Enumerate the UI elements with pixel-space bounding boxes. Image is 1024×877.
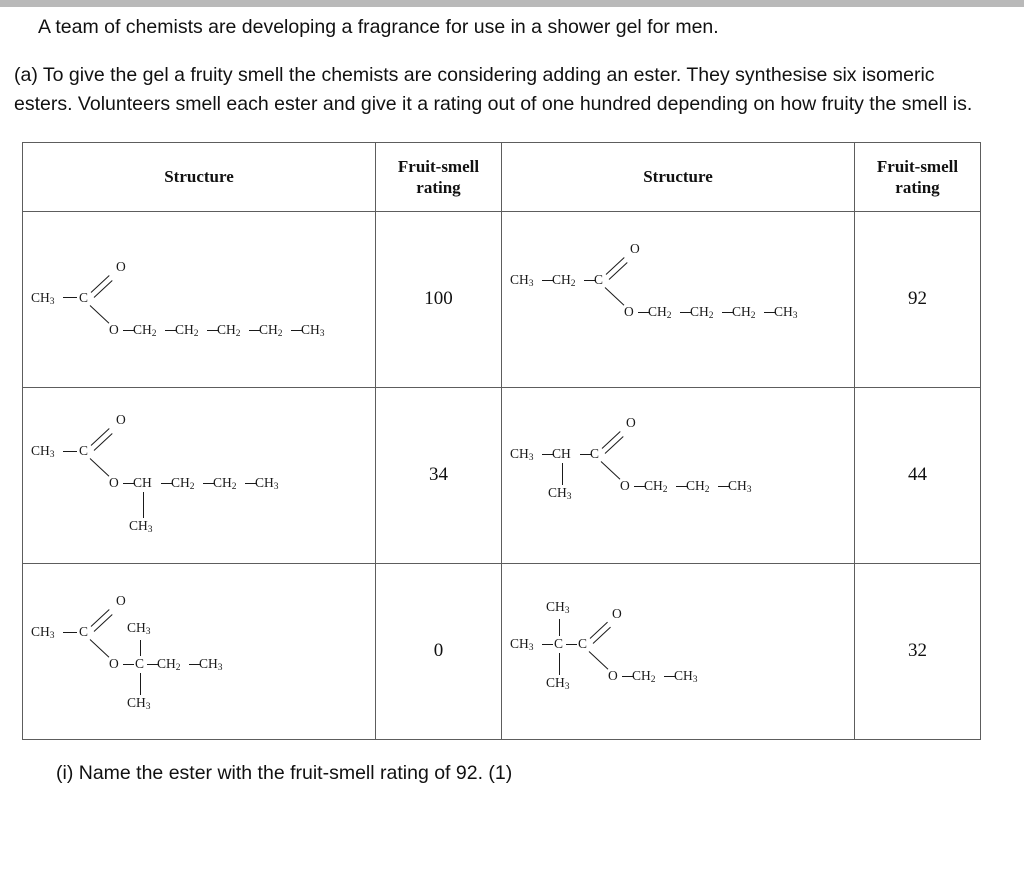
atom-label-o-carbonyl: O	[626, 414, 636, 430]
question-i: (i) Name the ester with the fruit-smell rating of 92. (1)	[56, 761, 513, 784]
atom-label-ch2: $CH_2$	[171, 474, 195, 492]
header-structure-right: Structure	[502, 142, 855, 211]
atom-label-ch3: $CH_3$	[31, 623, 55, 641]
table-row	[23, 563, 981, 739]
structure-drawing	[23, 388, 375, 563]
atom-label-ch3: $CH_3$	[674, 667, 698, 685]
atom-label-ch2: $CH_2$	[157, 655, 181, 673]
atom-label-c: C	[79, 442, 89, 458]
atom-label-ch3: $CH_3$	[31, 289, 55, 307]
structure-drawing	[23, 212, 375, 387]
bond	[559, 619, 560, 636]
bond	[63, 297, 77, 298]
atom-label-ch3: $CH_3$	[199, 655, 223, 673]
atom-label-c: C	[554, 635, 564, 651]
atom-label-ch3-branch-top: $CH_3$	[127, 619, 151, 637]
atom-label-c: C	[578, 635, 588, 651]
atom-label-o-carbonyl: O	[612, 605, 622, 621]
bond	[559, 653, 560, 675]
table-header-row	[23, 142, 981, 211]
structure-cell-propyl-2-methylpropanoate	[502, 387, 855, 563]
atom-label-ch2: $CH_2$	[632, 667, 656, 685]
structure-drawing	[502, 564, 854, 739]
rating-value: 32	[855, 563, 981, 739]
bond	[90, 458, 110, 476]
atom-label-o-carbonyl: O	[116, 411, 126, 427]
part-a-paragraph: (a) To give the gel a fruity smell the chemists are considering adding an ester. They synthesise six isomeric esters. Volunteers smell each ester and give it a rating out of one hundred depending on how fruity the smell is.	[14, 64, 973, 115]
atom-label-o-carbonyl: O	[116, 592, 126, 608]
atom-label-o-ester: O	[620, 477, 630, 493]
double-bond-line-2	[94, 433, 113, 451]
bond	[140, 640, 141, 656]
bond	[123, 664, 134, 665]
atom-label-o-carbonyl: O	[630, 240, 640, 256]
header-rating-left: Fruit-smell rating	[376, 142, 502, 211]
atom-label-ch2: $CH_2$	[217, 321, 241, 339]
atom-label-ch3-branch: $CH_3$	[548, 484, 572, 502]
bond	[63, 632, 77, 633]
intro-paragraph: A team of chemists are developing a fragrance for use in a shower gel for men.	[38, 16, 719, 38]
bond	[589, 651, 609, 669]
header-structure-left: Structure	[23, 142, 376, 211]
bond	[140, 673, 141, 695]
atom-label-ch: CH	[133, 474, 152, 490]
atom-label-ch2: $CH_2$	[175, 321, 199, 339]
rating-value: 100	[376, 211, 502, 387]
bond	[542, 644, 553, 645]
atom-label-o-ester: O	[109, 655, 119, 671]
rating-value: 92	[855, 211, 981, 387]
double-bond-line-2	[605, 436, 624, 454]
rating-value: 34	[376, 387, 502, 563]
bond	[605, 287, 625, 305]
atom-label-o-ester: O	[608, 667, 618, 683]
atom-label-ch2: $CH_2$	[552, 271, 576, 289]
bond	[63, 451, 77, 452]
atom-label-ch3-branch-bottom: $CH_3$	[127, 694, 151, 712]
atom-label-ch3: $CH_3$	[255, 474, 279, 492]
atom-label-ch2: $CH_2$	[644, 477, 668, 495]
atom-label-c: C	[594, 271, 604, 287]
structure-cell-pentyl-ethanoate	[23, 211, 376, 387]
double-bond-line-2	[94, 280, 113, 298]
atom-label-o-ester: O	[109, 474, 119, 490]
header-rating-right: Fruit-smell rating	[855, 142, 981, 211]
window-top-strip	[0, 0, 1024, 7]
atom-label-ch3: $CH_3$	[510, 271, 534, 289]
structure-cell-ethyl-dimethylpropanoate	[502, 563, 855, 739]
document-page	[0, 7, 1024, 785]
rating-value: 44	[855, 387, 981, 563]
atom-label-ch2: $CH_2$	[133, 321, 157, 339]
structure-drawing	[502, 212, 854, 387]
double-bond-line-2	[94, 614, 113, 632]
bond	[601, 461, 621, 479]
structure-cell-dimethylpropyl-ethanoate	[23, 563, 376, 739]
atom-label-ch2: $CH_2$	[213, 474, 237, 492]
atom-label-c: C	[79, 289, 89, 305]
atom-label-ch3: $CH_3$	[510, 445, 534, 463]
atom-label-ch3-branch-top: $CH_3$	[546, 598, 570, 616]
atom-label-ch2: $CH_2$	[686, 477, 710, 495]
atom-label-o-ester: O	[109, 321, 119, 337]
atom-label-ch: CH	[552, 445, 571, 461]
double-bond-line-2	[593, 627, 611, 644]
rating-value: 0	[376, 563, 502, 739]
atom-label-ch3: $CH_3$	[774, 303, 798, 321]
structure-drawing	[502, 388, 854, 563]
atom-label-ch2: $CH_2$	[690, 303, 714, 321]
atom-label-ch2: $CH_2$	[732, 303, 756, 321]
atom-label-ch3: $CH_3$	[510, 635, 534, 653]
atom-label-c: C	[135, 655, 145, 671]
bond	[143, 492, 144, 518]
atom-label-ch2: $CH_2$	[648, 303, 672, 321]
bond	[90, 639, 110, 657]
structure-drawing	[23, 564, 375, 739]
bond	[562, 463, 563, 485]
table-row	[23, 387, 981, 563]
atom-label-ch3-branch-bottom: $CH_3$	[546, 674, 570, 692]
bond	[90, 305, 110, 323]
atom-label-ch3-branch: $CH_3$	[129, 517, 153, 535]
structure-cell-1-methylbutyl-ethanoate	[23, 387, 376, 563]
structure-cell-butyl-propanoate	[502, 211, 855, 387]
bond	[566, 644, 577, 645]
atom-label-o-ester: O	[624, 303, 634, 319]
atom-label-ch3: $CH_3$	[31, 442, 55, 460]
table-row	[23, 211, 981, 387]
ester-table	[22, 142, 981, 740]
atom-label-ch3: $CH_3$	[728, 477, 752, 495]
atom-label-ch2: $CH_2$	[259, 321, 283, 339]
atom-label-c: C	[79, 623, 89, 639]
double-bond-line-2	[609, 262, 628, 280]
atom-label-c: C	[590, 445, 600, 461]
atom-label-ch3: $CH_3$	[301, 321, 325, 339]
atom-label-o-carbonyl: O	[116, 258, 126, 274]
